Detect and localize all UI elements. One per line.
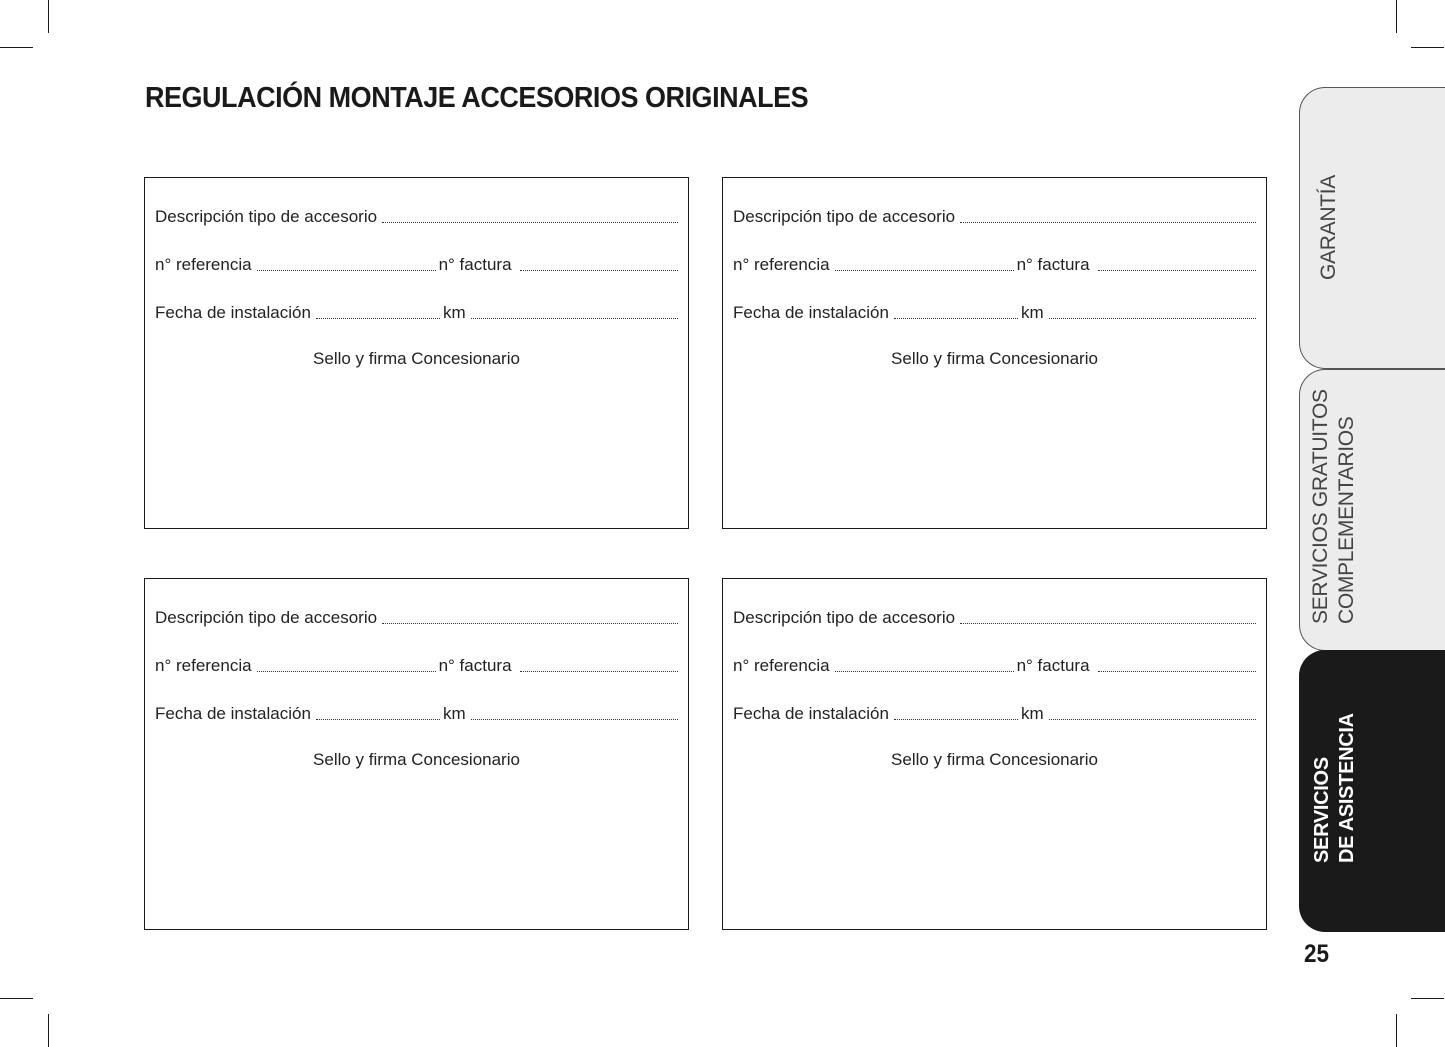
invoice-field[interactable] <box>520 671 678 672</box>
reference-field[interactable] <box>835 671 1014 672</box>
install-date-label: Fecha de instalación <box>733 704 889 723</box>
install-row <box>733 702 1256 724</box>
stamp-label: Sello y firma Concesionario <box>313 750 520 769</box>
accessory-card <box>722 578 1267 930</box>
tab-garantia[interactable] <box>1299 87 1445 369</box>
km-field[interactable] <box>471 719 678 720</box>
reference-field[interactable] <box>257 671 436 672</box>
crop-mark <box>0 998 33 999</box>
install-date-field[interactable] <box>316 719 440 720</box>
tab-servicios-asistencia[interactable] <box>1299 650 1445 932</box>
install-date-field[interactable] <box>316 318 440 319</box>
crop-mark <box>1411 998 1444 999</box>
tab-garantia-label: GARANTÍA <box>1317 175 1340 280</box>
stamp-label: Sello y firma Concesionario <box>891 750 1098 769</box>
reference-label: n° referencia <box>155 656 252 675</box>
crop-mark <box>48 0 49 33</box>
reference-row <box>733 654 1256 676</box>
reference-row <box>733 253 1256 275</box>
description-label: Descripción tipo de accesorio <box>155 207 378 226</box>
description-row <box>155 606 678 628</box>
page-number: 25 <box>1304 940 1330 968</box>
reference-label: n° referencia <box>733 656 830 675</box>
reference-field[interactable] <box>835 270 1014 271</box>
invoice-field[interactable] <box>520 270 678 271</box>
crop-mark <box>1396 1014 1397 1047</box>
tab-servicios-gratuitos[interactable] <box>1299 369 1445 651</box>
install-row <box>155 702 678 724</box>
description-label: Descripción tipo de accesorio <box>733 608 956 627</box>
invoice-label: n° factura <box>1016 656 1090 675</box>
reference-row <box>155 253 678 275</box>
page-title: REGULACIÓN MONTAJE ACCESORIOS ORIGINALES <box>145 82 809 114</box>
description-row <box>733 606 1256 628</box>
km-field[interactable] <box>1049 719 1256 720</box>
tab-servicios-gratuitos-label-line2: COMPLEMENTARIOS <box>1335 416 1358 624</box>
install-date-label: Fecha de instalación <box>155 303 311 322</box>
install-date-label: Fecha de instalación <box>155 704 311 723</box>
invoice-field[interactable] <box>1098 270 1256 271</box>
accessory-card <box>722 177 1267 529</box>
description-row <box>733 205 1256 227</box>
description-label: Descripción tipo de accesorio <box>733 207 956 226</box>
km-label: km <box>1020 704 1044 723</box>
description-field[interactable] <box>960 623 1256 624</box>
reference-row <box>155 654 678 676</box>
install-row <box>155 301 678 323</box>
crop-mark <box>1396 0 1397 33</box>
invoice-field[interactable] <box>1098 671 1256 672</box>
invoice-label: n° factura <box>438 255 512 274</box>
description-field[interactable] <box>382 222 678 223</box>
accessory-card <box>144 177 689 529</box>
reference-field[interactable] <box>257 270 436 271</box>
invoice-label: n° factura <box>438 656 512 675</box>
crop-mark <box>0 47 33 48</box>
reference-label: n° referencia <box>155 255 252 274</box>
description-field[interactable] <box>382 623 678 624</box>
km-label: km <box>442 704 466 723</box>
km-label: km <box>1020 303 1044 322</box>
invoice-label: n° factura <box>1016 255 1090 274</box>
reference-label: n° referencia <box>733 255 830 274</box>
crop-mark <box>1411 47 1444 48</box>
stamp-label: Sello y firma Concesionario <box>891 349 1098 368</box>
install-row <box>733 301 1256 323</box>
install-date-field[interactable] <box>894 719 1018 720</box>
description-field[interactable] <box>960 222 1256 223</box>
install-date-field[interactable] <box>894 318 1018 319</box>
crop-mark <box>48 1014 49 1047</box>
stamp-label: Sello y firma Concesionario <box>313 349 520 368</box>
description-label: Descripción tipo de accesorio <box>155 608 378 627</box>
km-label: km <box>442 303 466 322</box>
description-row <box>155 205 678 227</box>
km-field[interactable] <box>1049 318 1256 319</box>
tab-servicios-gratuitos-label-line1: SERVICIOS GRATUITOS <box>1309 389 1332 624</box>
accessory-card <box>144 578 689 930</box>
tab-servicios-asistencia-label-line2: DE ASISTENCIA <box>1336 713 1358 863</box>
install-date-label: Fecha de instalación <box>733 303 889 322</box>
tab-servicios-asistencia-label-line1: SERVICIOS <box>1311 757 1333 863</box>
km-field[interactable] <box>471 318 678 319</box>
